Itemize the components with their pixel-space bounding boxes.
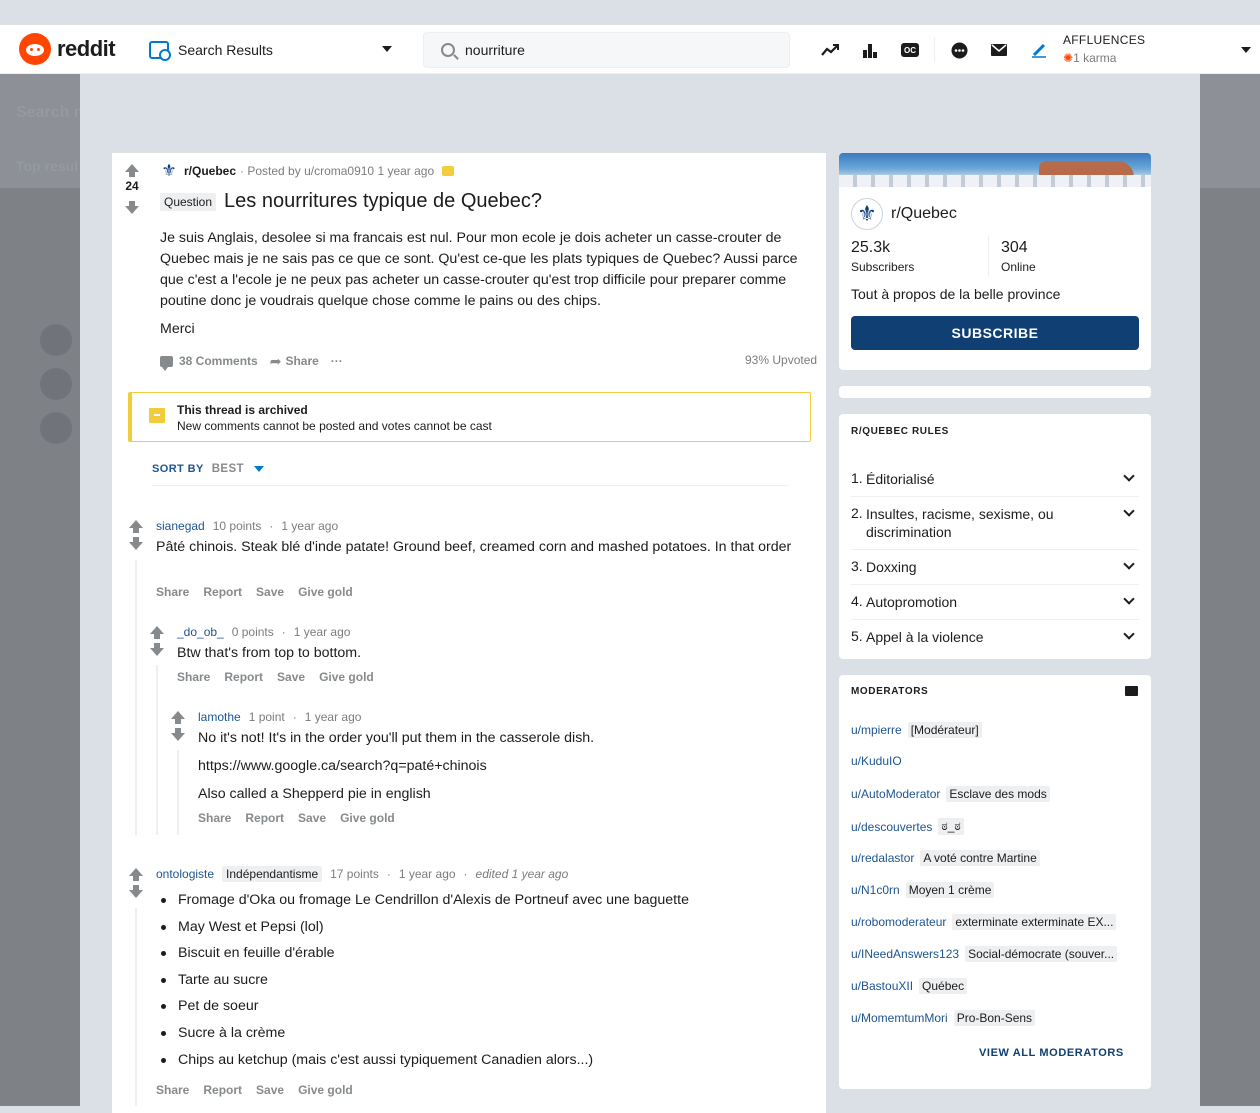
comment-points: 17 points [330,867,379,881]
rules-card [839,414,1151,659]
background-avatar [40,324,72,356]
rule-title: Autopromotion [866,594,958,610]
give-gold-button[interactable]: Give gold [298,585,353,599]
moderator-flair: [Modérateur] [908,722,982,738]
list-item: Pet de soeur [156,996,796,1017]
more-options-button[interactable] [331,351,343,371]
moderator-name[interactable]: u/descouvertes [851,819,933,834]
sort-label: SORT BY [152,463,204,475]
post-title: Les nourritures typique de Quebec? [224,190,543,212]
comment-time: 1 year ago [293,625,351,639]
list-item: Fromage d'Oka ou fromage Le Cendrillon d'Alexis de Portneuf avec une baguette [156,890,796,911]
moderator-item [851,786,1050,802]
upvote-icon[interactable] [171,711,185,719]
rule-number: 5. [851,628,863,644]
rule-title: Appel à la violence [866,629,984,645]
rule-number: 2. [851,505,863,521]
comments-label: 38 Comments [179,354,258,368]
moderator-flair: Esclave des mods [946,786,1049,802]
moderator-name[interactable]: u/N1c0rn [851,883,900,897]
list-item: Chips au ketchup (mais c'est aussi typiquement Canadien alors...) [156,1050,796,1071]
upvote-icon[interactable] [129,520,143,528]
online-label: Online [1001,260,1036,274]
comment-time: 1 year ago [398,867,456,881]
edited-label: edited 1 year ago [475,867,569,881]
search-bar[interactable] [423,32,790,68]
stats-icon[interactable] [850,37,890,63]
username: AFFLUENCES [1063,33,1146,47]
rules-heading: R/QUEBEC RULES [851,426,949,437]
divider [988,236,989,276]
rule-title: Doxxing [866,559,917,575]
share-button[interactable] [270,351,319,371]
moderator-item [851,1010,1035,1026]
archived-title: This thread is archived [177,403,308,417]
rule-item[interactable] [851,470,1139,497]
archive-icon [149,408,165,423]
save-button[interactable]: Save [256,585,285,599]
moderator-name[interactable]: u/BastouXII [851,979,914,993]
subscribe-button[interactable]: SUBSCRIBE [851,316,1139,350]
background-search-label: Search r [16,104,81,121]
rule-number: 4. [851,593,863,609]
reddit-logo[interactable] [19,33,115,65]
separator-dot: · [292,710,297,724]
post-meta [160,162,454,180]
chevron-down-icon [382,46,392,52]
header-icons [810,37,1059,63]
moderators-heading: MODERATORS [851,686,929,697]
post-body-paragraph: Merci [160,321,195,337]
rule-number: 1. [851,470,863,486]
comment-vote [128,868,144,898]
post-body [160,228,815,347]
share-button[interactable]: Share [198,811,232,825]
banner-image [839,175,1151,187]
mail-icon[interactable] [979,37,1019,63]
karma-icon: ✺ [1063,51,1074,65]
save-button[interactable]: Save [298,811,327,825]
search-icon [441,43,455,57]
comment-icon [160,356,173,367]
more-icon: ··· [330,354,343,368]
top-strip [0,0,1260,25]
moderator-item [851,882,994,898]
upvoted-percent: 93% Upvoted [745,353,818,367]
comment-vote [149,626,165,656]
pencil-icon[interactable] [1019,37,1059,63]
moderator-name[interactable]: u/MomemtumMori [851,1011,948,1025]
moderator-name[interactable]: u/robomoderateur [851,915,947,929]
moderator-name[interactable]: u/mpierre [851,723,902,737]
upvote-icon[interactable] [150,626,164,634]
separator-dot: · [463,867,468,881]
moderator-name[interactable]: u/redalastor [851,851,915,865]
nav-dropdown[interactable] [149,37,395,63]
report-button[interactable]: Report [203,1083,243,1097]
online-count: 304 [1001,239,1028,256]
background-avatar [40,412,72,444]
separator-dot: · [269,519,274,533]
moderator-flair: Pro-Bon-Sens [954,1010,1035,1026]
svg-text:OC: OC [904,46,916,55]
header-separator [934,37,935,63]
report-button[interactable]: Report [203,585,243,599]
chat-icon[interactable] [939,37,979,63]
list-item: Tarte au sucre [156,970,796,991]
community-icon: ⚜ [851,198,883,230]
downvote-icon[interactable] [150,648,164,656]
moderator-item [851,818,964,835]
thread-line [135,560,137,835]
save-button[interactable]: Save [277,670,306,684]
share-button[interactable]: Share [177,670,211,684]
post-actions [160,351,355,371]
chevron-down-icon [1123,470,1134,481]
downvote-icon[interactable] [125,206,139,214]
separator-dot: · [281,625,286,639]
moderator-flair: exterminate exterminate EX... [952,914,1116,930]
rule-title: Insultes, racisme, sexisme, ou discrimination [866,506,1054,540]
moderator-item [851,914,1116,930]
chevron-down-icon [1123,628,1134,639]
moderators-card [839,675,1151,1089]
comment-points: 0 points [231,625,274,639]
comment-author[interactable]: lamothe [198,710,241,724]
downvote-icon[interactable] [129,542,143,550]
separator-dot: · [386,867,391,881]
comment-header [198,710,361,724]
sort-dropdown[interactable] [152,463,264,475]
share-label: Share [285,354,319,368]
comment-actions [156,1083,367,1097]
fleur-de-lis-icon: ⚜ [161,161,177,180]
downvote-icon[interactable] [171,733,185,741]
posted-by: · Posted by u/croma0910 1 year ago [240,164,435,178]
thread-line [156,665,158,835]
thread-line [135,908,137,1106]
search-results-icon [149,41,169,59]
upvote-icon[interactable] [125,164,139,172]
background-avatar [40,368,72,400]
search-input[interactable] [465,42,765,58]
background-top-results: Top resul [16,158,78,174]
rule-item[interactable] [851,593,1139,620]
comment-author[interactable]: sianegad [156,519,205,533]
comment-text: Btw that's from top to bottom. [177,645,362,661]
comment-points: 1 point [248,710,285,724]
chevron-down-icon [1123,593,1134,604]
karma-label: 1 karma [1073,51,1117,65]
reddit-alien-icon [19,33,51,65]
give-gold-button[interactable]: Give gold [298,1083,353,1097]
post-vote [124,164,140,214]
comment-vote [128,520,144,550]
moderator-name[interactable]: u/KuduIO [851,754,902,768]
moderator-flair: Moyen 1 crème [906,882,995,898]
subreddit-link[interactable]: r/Quebec [184,164,237,178]
comment-header [156,519,338,533]
user-flair: Indépendantisme [222,866,322,882]
comment-header [156,866,568,882]
thread-line [177,750,179,835]
comment-actions [198,811,409,825]
comment-text: No it's not! It's in the order you'll put them in the casserole dish. [198,730,595,746]
chevron-down-icon [1123,505,1134,516]
chevron-down-icon [1123,558,1134,569]
mail-icon[interactable] [1125,686,1138,696]
comment-list [156,890,796,1076]
comment-author[interactable]: _do_ob_ [177,625,224,639]
share-icon: ➦ [269,352,282,369]
comment-link[interactable]: https://www.google.ca/search?q=paté+chinois [198,758,487,774]
comment-actions [177,670,388,684]
post-title-row [160,190,542,213]
moderator-item [851,722,982,738]
subscriber-label: Subscribers [851,260,915,274]
chevron-down-icon [254,466,264,472]
comments-button[interactable] [160,351,258,371]
moderator-flair: ಠ_ಠ [938,818,963,835]
report-button[interactable]: Report [245,811,285,825]
archived-notice [128,392,811,442]
comment-time: 1 year ago [281,519,339,533]
rule-item[interactable] [851,558,1139,585]
give-gold-button[interactable]: Give gold [319,670,374,684]
comment-time: 1 year ago [304,710,362,724]
rule-item[interactable] [851,628,1139,652]
user-dropdown[interactable] [1063,33,1253,67]
post-flair[interactable]: Question [160,193,216,211]
comment-text: Also called a Shepperd pie in english [198,786,431,802]
community-banner [839,153,1151,187]
upvote-icon[interactable] [129,868,143,876]
moderator-flair: Social-démocrate (souver... [965,946,1117,962]
chevron-down-icon [1241,47,1251,53]
comment-author[interactable]: ontologiste [156,867,215,881]
oc-icon[interactable] [890,37,930,63]
list-item: Sucre à la crème [156,1023,796,1044]
save-button[interactable]: Save [256,1083,285,1097]
rule-item[interactable] [851,505,1139,550]
comment-actions [156,585,367,599]
sidebar-spacer-card [839,386,1151,398]
community-description: Tout à propos de la belle province [851,286,1061,302]
report-button[interactable]: Report [224,670,264,684]
karma [1063,51,1253,65]
sort-value: BEST [211,463,244,475]
share-button[interactable]: Share [156,585,190,599]
list-item: Biscuit en feuille d'érable [156,943,796,964]
rule-number: 3. [851,558,863,574]
subscriber-count: 25.3k [851,239,891,256]
top-header [0,25,1260,74]
comment-text: Pâté chinois. Steak blé d'inde patate! Ground beef, creamed corn and mashed potatoes. In that order [156,539,792,555]
moderator-item [851,946,1117,962]
divider [152,485,788,486]
moderator-item [851,754,908,768]
moderator-flair: A voté contre Martine [920,850,1039,866]
moderator-flair: Québec [919,978,967,994]
moderator-name[interactable]: u/INeedAnswers123 [851,947,960,961]
nav-dropdown-label: Search Results [178,42,273,58]
give-gold-button[interactable]: Give gold [340,811,395,825]
list-item: May West et Pepsi (lol) [156,917,796,938]
community-name[interactable]: r/Quebec [891,205,957,222]
downvote-icon[interactable] [129,890,143,898]
comment-points: 10 points [212,519,262,533]
logo-text: reddit [57,36,116,61]
archive-award-icon [442,166,454,176]
rule-title: Éditorialisé [866,471,935,487]
view-all-moderators-button[interactable]: VIEW ALL MODERATORS [979,1047,1124,1059]
post-body-paragraph: Je suis Anglais, desolee si ma francais est nul. Pour mon ecole je dois acheter un casse-crouter de Quebec mais je ne sais pas ce que ce sont. Qu'est ce-que les plats typiques de Quebec? Aussi parce que c'est a l'ecole je ne peux pas acheter un casse-crouter qu'est trop difficile pour preparer comme poutine donc je voudrais quelque chose comme le pains ou des chips. [160,230,798,309]
comment-vote [170,711,186,741]
moderator-item [851,978,967,994]
trending-icon[interactable] [810,37,850,63]
moderator-name[interactable]: u/AutoModerator [851,787,941,801]
archived-text: New comments cannot be posted and votes cannot be cast [177,419,492,433]
post-score: 24 [125,179,139,193]
moderator-item [851,850,1040,866]
share-button[interactable]: Share [156,1083,190,1097]
comment-header [177,625,350,639]
